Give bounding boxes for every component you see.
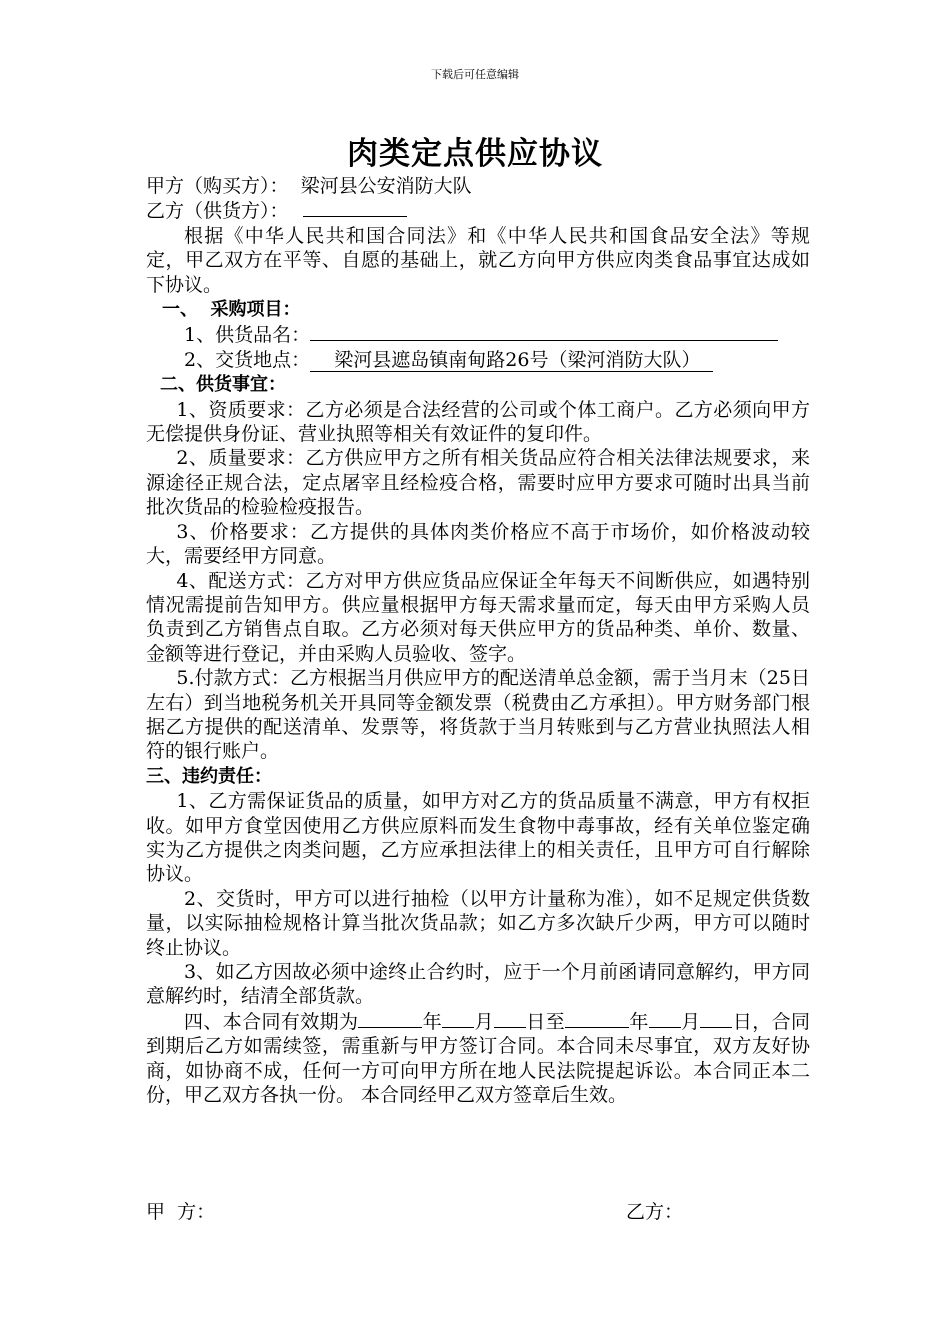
delivery-location-label: 2、交货地点： xyxy=(184,348,311,371)
start-day-blank xyxy=(494,1009,526,1028)
intro-paragraph: 根据《中华人民共和国合同法》和《中华人民共和国食品安全法》等规定，甲乙双方在平等、自愿的基础上，就乙方向甲方供应肉类食品事宜达成如下协议。 xyxy=(146,224,810,296)
end-year-blank xyxy=(565,1009,629,1028)
supply-item-name-label: 1、供货品名： xyxy=(184,324,311,347)
start-month-blank xyxy=(442,1009,474,1028)
start-year-blank xyxy=(358,1009,422,1028)
supply-item-name-line xyxy=(146,322,810,347)
end-day-blank xyxy=(700,1009,732,1028)
end-month-blank xyxy=(649,1009,681,1028)
header-note: 下载后可任意编辑 xyxy=(431,68,519,81)
validity-paragraph: 四、本合同有效期为 年 月 日至 年 月 日，合同到期后乙方如需续签，需重新与甲方签订合同。本合同未尽事宜，双方友好协商，如协商不成，任何一方可向甲方所在地人民法院提起诉讼。本合同正本二份，甲乙双方各执一份。 本合同经甲乙双方签章后生效。 xyxy=(146,1010,810,1107)
party-b-line xyxy=(146,198,810,223)
party-b-blank xyxy=(303,198,407,217)
party-a-line: 甲方（购买方）： 梁河县公安消防大队 xyxy=(146,175,472,197)
delivery-paragraph: 4、配送方式：乙方对甲方供应货品应保证全年每天不间断供应，如遇特别情况需提前告知甲方。供应量根据甲方每天需求量而定，每天由甲方采购人员负责到乙方销售点自取。乙方必须对每天供应甲方的货品种类、单价、数量、金额等进行登记，并由采购人员验收、签字。 xyxy=(146,569,810,665)
section-1-heading: 一、 采购项目： xyxy=(162,299,301,321)
payment-paragraph: 5.付款方式：乙方根据当月供应甲方的配送清单总金额，需于当月末（25日左右）到当地税务机关开具同等金额发票（税费由乙方承担）。甲方财务部门根据乙方提供的配送清单、发票等，将货款于当月转账到与乙方营业执照法人相符的银行账户。 xyxy=(146,667,810,763)
document-title: 肉类定点供应协议 xyxy=(347,136,603,172)
party-b-label: 乙方（供货方）： xyxy=(146,200,289,223)
party-b-signature-label: 乙方： xyxy=(626,1201,684,1223)
delivery-location-line xyxy=(146,348,810,372)
qualification-paragraph: 1、资质要求：乙方必须是合法经营的公司或个体工商户。乙方必须向甲方无偿提供身份证、营业执照等相关有效证件的复印件。 xyxy=(146,398,810,446)
liability-paragraph-3: 3、如乙方因故必须中途终止合约时，应于一个月前函请同意解约，甲方同意解约时，结清全部货款。 xyxy=(146,961,810,1008)
price-paragraph: 3、价格要求：乙方提供的具体肉类价格应不高于市场价，如价格波动较大，需要经甲方同意。 xyxy=(146,520,810,568)
liability-paragraph-2: 2、交货时，甲方可以进行抽检（以甲方计量称为准），如不足规定供货数量，以实际抽检规格计算当批次货品款；如乙方多次缺斤少两，甲方可以随时终止协议。 xyxy=(146,887,810,959)
delivery-location-value: 梁河县遮岛镇南甸路26号（梁河消防大队） xyxy=(310,349,712,372)
contract-body xyxy=(146,174,810,1107)
liability-paragraph-1: 1、乙方需保证货品的质量，如甲方对乙方的货品质量不满意，甲方有权拒收。如甲方食堂因使用乙方供应原料而发生食物中毒事故，经有关单位鉴定确实为乙方提供之肉类问题，乙方应承担法律上的相关责任，且甲方可自行解除协议。 xyxy=(146,790,810,886)
section-3-heading: 三、违约责任： xyxy=(146,765,272,787)
party-a-signature-label: 甲 方： xyxy=(146,1201,216,1223)
section-2-heading: 二、供货事宜： xyxy=(160,374,286,396)
quality-paragraph: 2、质量要求：乙方供应甲方之所有相关货品应符合相关法律法规要求，来源途径正规合法，定点屠宰且经检疫合格，需要时应甲方要求可随时出具当前批次货品的检验检疫报告。 xyxy=(146,447,810,519)
supply-item-name-blank xyxy=(310,322,778,341)
